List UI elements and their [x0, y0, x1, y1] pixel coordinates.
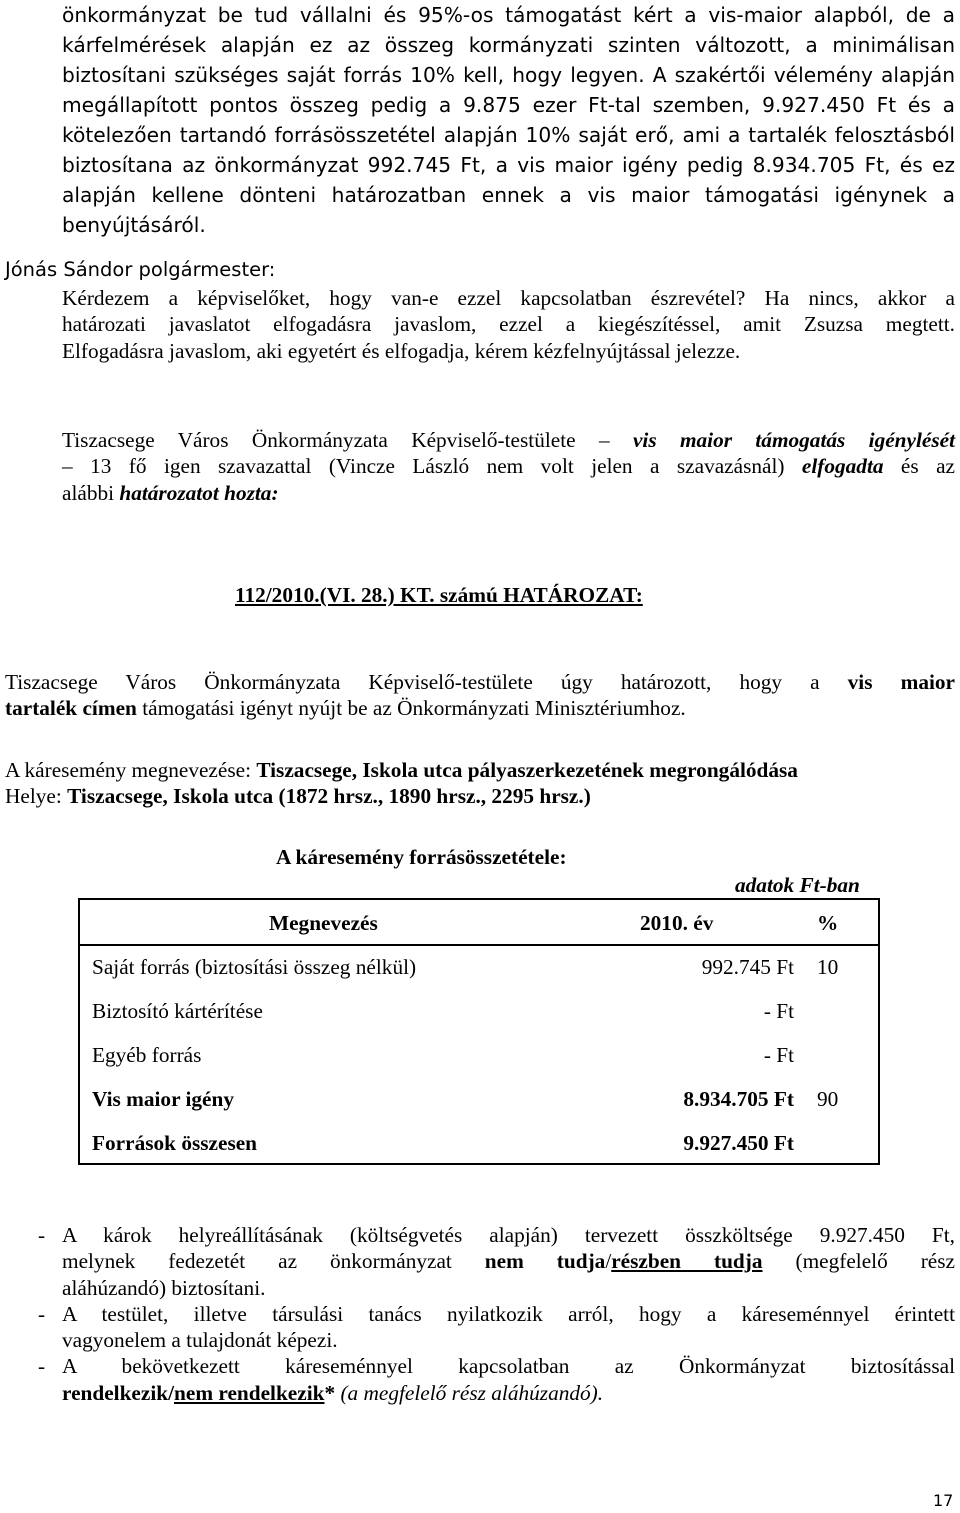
event-name-value: Tiszacsege, Iskola utca pályaszerkezetének megrongálódása [256, 758, 798, 782]
bullet-dash: - [38, 1354, 46, 1379]
text-line [5, 669, 955, 695]
table-header-year: 2010. év [640, 911, 714, 935]
vote-result: elfogadta [801, 454, 884, 479]
text-line: biztosítana az önkormányzat 992.745 Ft, a vis maior igény pedig 8.934.705 Ft, és ez [62, 153, 955, 177]
text-line: benyújtásáról. [62, 213, 206, 237]
vote-subject: vis maior támogatás igénylését [632, 428, 955, 452]
text-line: Elfogadásra javaslom, aki egyetért és elfogadja, kérem kézfelnyújtással jelezze. [62, 338, 741, 363]
vote-text: alábbi [62, 480, 120, 505]
units-label: adatok Ft-ban [735, 873, 860, 897]
table-header-name: Megnevezés [269, 911, 378, 935]
text-line: biztosítani szükséges saját forrás 10% kell, hogy legyen. A szakértői vélemény alapján [62, 63, 955, 87]
row-name: Vis maior igény [92, 1087, 234, 1111]
footnote-marker: * [324, 1380, 336, 1405]
vote-text: – 13 fő igen szavazattal (Vincze László nem volt jelen a szavazásnál) [62, 454, 802, 479]
bullet-text: melynek fedezetét az önkormányzat [62, 1249, 485, 1274]
text-line [62, 480, 955, 506]
table-header-percent: % [817, 911, 839, 935]
funding-table [78, 898, 880, 1165]
row-percent: 90 [817, 1087, 839, 1111]
text-line: aláhúzandó) biztosítani. [62, 1275, 266, 1300]
option-has: rendelkezik [62, 1380, 169, 1405]
text-line: Kérdezem a képviselőket, hogy van-e ezzel kapcsolatban észrevétel? Ha nincs, akkor a [62, 286, 955, 310]
decision-text: Tiszacsege Város Önkormányzata Képviselő-testülete úgy határozott, hogy a [5, 670, 848, 694]
text-line: A testület, illetve társulási tanács nyilatkozik arról, hogy a káreseménnyel érintett [62, 1301, 955, 1326]
event-details [5, 757, 955, 810]
list-item [38, 1353, 955, 1406]
declaration-list [38, 1222, 955, 1406]
option-has-not-selected: nem rendelkezik [174, 1380, 325, 1405]
event-name-row [5, 757, 955, 783]
table-title: A káresemény forrásösszetétele: [276, 845, 567, 869]
vote-paragraph [62, 427, 955, 506]
option-separator: / [168, 1380, 175, 1405]
event-place-row [5, 783, 955, 809]
bullet-dash: - [38, 1223, 46, 1247]
bullet-note: (a megfelelő rész aláhúzandó). [335, 1380, 604, 1405]
text-line: A bekövetkezett káreseménnyel kapcsolatban az Önkormányzat biztosítással [62, 1354, 955, 1379]
row-amount: - Ft [763, 1043, 794, 1067]
table-header-divider [80, 944, 878, 946]
speaker-label: Jónás Sándor polgármester: [5, 258, 276, 281]
vote-conclusion: határozatot hozta: [119, 480, 279, 505]
text-line: önkormányzat be tud vállalni és 95%-os támogatást kért a vis-maior alapból, de a [62, 3, 955, 27]
text-line [62, 1380, 955, 1406]
text-line: A károk helyreállításának (költségvetés alapján) tervezett összköltsége 9.927.450 Ft, [62, 1223, 955, 1247]
text-line: kárfelmérések alapján ez az összeg kormányzati szinten változott, a minimálisan [62, 33, 955, 57]
text-line: kötelezően tartandó forrásösszetétel alapján 10% saját erő, ami a tartalék felosztásból [62, 123, 955, 147]
text-line: vagyonelem a tulajdonát képezi. [62, 1328, 338, 1353]
row-name: Források összesen [92, 1131, 258, 1155]
event-place-value: Tiszacsege, Iskola utca (1872 hrsz., 1890 hrsz., 2295 hrsz.) [67, 784, 591, 809]
option-cannot: nem tudja [484, 1249, 606, 1274]
vote-text: Tiszacsege Város Önkormányzata Képviselő-testülete – [62, 428, 633, 452]
decision-paragraph [5, 669, 955, 722]
decision-text: támogatási igényt nyújt be az Önkormányzati Minisztériumhoz. [136, 696, 686, 721]
text-line [62, 453, 955, 479]
list-item [38, 1301, 955, 1354]
text-line [62, 427, 955, 453]
row-amount: 8.934.705 Ft [683, 1087, 794, 1111]
text-line: határozati javaslatot elfogadásra javaslom, ezzel a kiegészítéssel, amit Zsuzsa megtett. [62, 312, 955, 337]
decision-emphasis: vis maior [847, 670, 955, 694]
option-partially-selected: részben tudja [611, 1249, 763, 1274]
row-amount: 9.927.450 Ft [683, 1131, 794, 1155]
bullet-text: (megfelelő rész [762, 1249, 955, 1274]
event-place-label: Helye: [5, 784, 68, 809]
row-amount: 992.745 Ft [701, 955, 794, 979]
event-name-label: A káresemény megnevezése: [5, 758, 257, 782]
decision-emphasis: tartalék címen [5, 696, 137, 721]
text-line: megállapított pontos összeg pedig a 9.875 ezer Ft-tal szemben, 9.927.450 Ft és a [62, 93, 955, 117]
resolution-number: 112/2010.(VI. 28.) KT. számú HATÁROZAT: [235, 583, 643, 607]
bullet-dash: - [38, 1301, 46, 1326]
row-amount: - Ft [763, 999, 794, 1023]
row-percent: 10 [817, 955, 839, 979]
mayor-paragraph [62, 285, 955, 364]
row-name: Saját forrás (biztosítási összeg nélkül) [92, 955, 417, 979]
text-line: alapján kellene dönteni határozatban ennek a vis maior támogatási igénynek a [62, 183, 955, 207]
page-number: 17 [933, 1491, 954, 1510]
vote-text: és az [883, 454, 955, 479]
intro-paragraph [62, 0, 955, 240]
row-name: Egyéb forrás [92, 1043, 202, 1067]
option-separator: / [605, 1249, 612, 1274]
row-name: Biztosító kártérítése [92, 999, 263, 1023]
list-item [38, 1222, 955, 1301]
text-line [5, 695, 955, 721]
text-line [62, 1248, 955, 1274]
